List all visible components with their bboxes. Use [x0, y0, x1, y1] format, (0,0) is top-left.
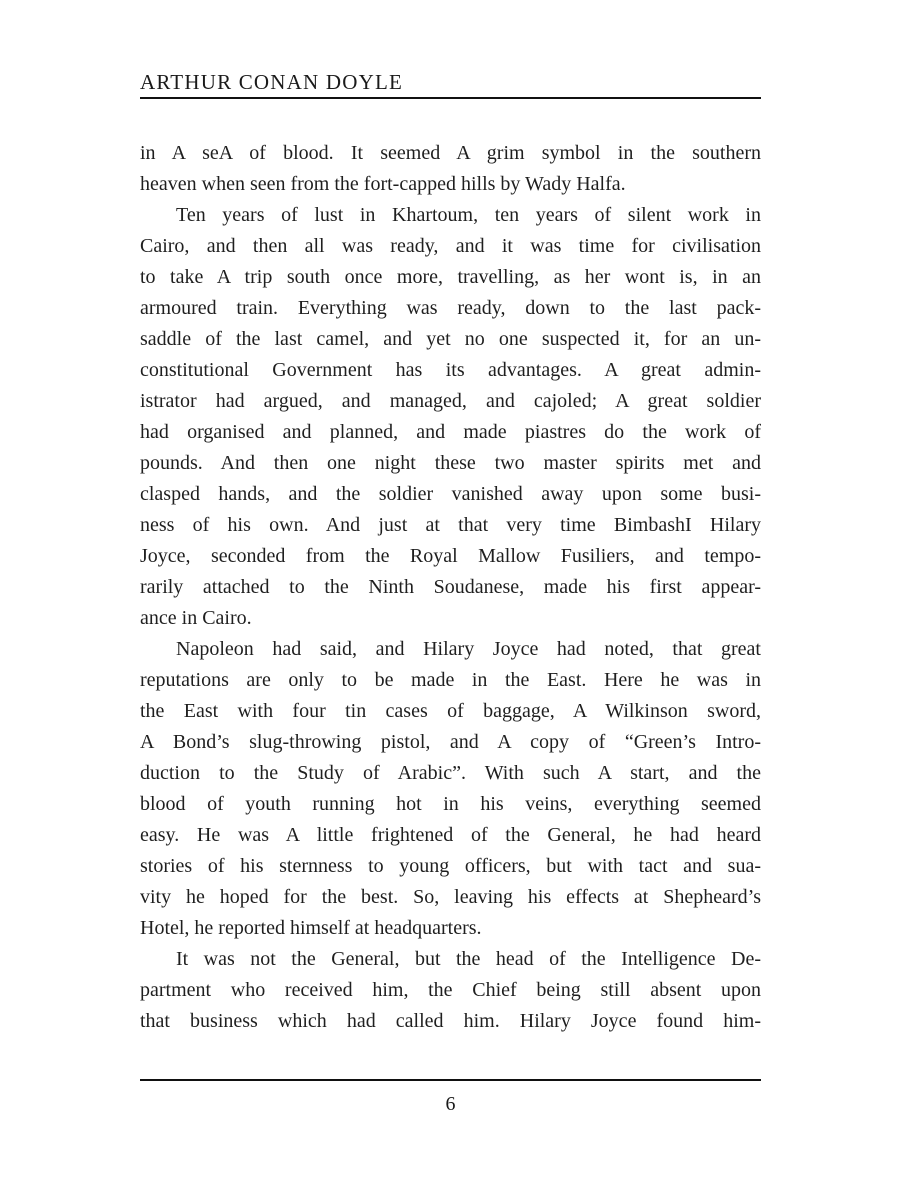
text-line: Ten years of lust in Khartoum, ten years of silent work in: [176, 204, 761, 226]
text-line: the East with four tin cases of baggage, A Wilkinson sword,: [140, 700, 761, 722]
text-line: Hotel, he reported himself at headquarters.: [140, 917, 482, 939]
text-line: rarily attached to the Ninth Soudanese, made his first appear-: [140, 576, 761, 598]
text-line: pounds. And then one night these two master spirits met and: [140, 452, 761, 474]
text-line: partment who received him, the Chief being still absent upon: [140, 979, 761, 1001]
text-line: to take A trip south once more, travelling, as her wont is, in an: [140, 266, 761, 288]
text-line: had organised and planned, and made piastres do the work of: [140, 421, 761, 443]
text-line: armoured train. Everything was ready, down to the last pack-: [140, 297, 761, 319]
text-line: stories of his sternness to young officers, but with tact and sua-: [140, 855, 761, 877]
text-line: A Bond’s slug-throwing pistol, and A copy of “Green’s Intro-: [140, 731, 761, 753]
text-line: that business which had called him. Hilary Joyce found him-: [140, 1010, 761, 1032]
text-line: easy. He was A little frightened of the General, he had heard: [140, 824, 761, 846]
text-line: Cairo, and then all was ready, and it was time for civilisation: [140, 235, 761, 257]
text-line: ance in Cairo.: [140, 607, 252, 629]
text-line: Napoleon had said, and Hilary Joyce had noted, that great: [176, 638, 761, 660]
text-line: in A seA of blood. It seemed A grim symbol in the southern: [140, 142, 761, 164]
header-rule: [140, 97, 761, 99]
text-line: duction to the Study of Arabic”. With such A start, and the: [140, 762, 761, 784]
text-line: reputations are only to be made in the East. Here he was in: [140, 669, 761, 691]
text-line: istrator had argued, and managed, and cajoled; A great soldier: [140, 390, 761, 412]
text-line: saddle of the last camel, and yet no one suspected it, for an un-: [140, 328, 761, 350]
footer-rule: [140, 1079, 761, 1081]
author-header: ARTHUR CONAN DOYLE: [140, 70, 403, 94]
text-line: ness of his own. And just at that very time BimbashI Hilary: [140, 514, 761, 536]
text-line: constitutional Government has its advantages. A great admin-: [140, 359, 761, 381]
text-line: vity he hoped for the best. So, leaving his effects at Shepheard’s: [140, 886, 761, 908]
page-body: [140, 138, 761, 1037]
page-number: 6: [445, 1093, 456, 1115]
text-line: clasped hands, and the soldier vanished away upon some busi-: [140, 483, 761, 505]
text-line: heaven when seen from the fort-capped hills by Wady Halfa.: [140, 173, 626, 195]
text-line: It was not the General, but the head of the Intelligence De-: [176, 948, 761, 970]
text-line: Joyce, seconded from the Royal Mallow Fusiliers, and tempo-: [140, 545, 761, 567]
text-line: blood of youth running hot in his veins, everything seemed: [140, 793, 761, 815]
